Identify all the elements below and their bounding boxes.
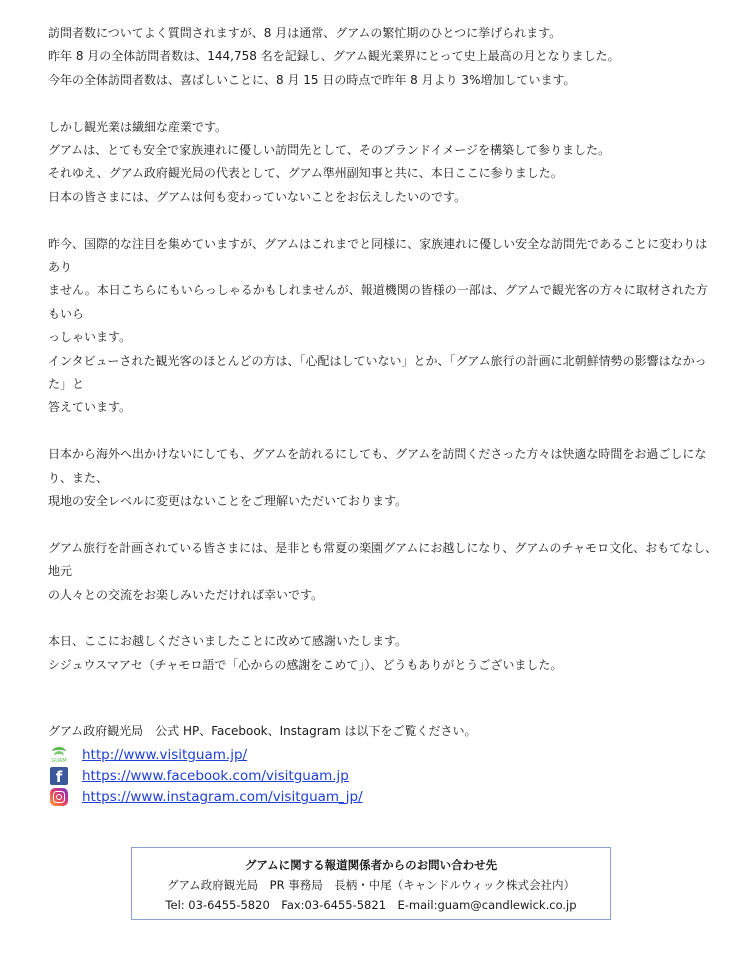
facebook-icon: f <box>50 767 68 785</box>
links-heading: グアム政府観光局 公式 HP、Facebook、Instagram は以下をご覧ください。 <box>48 724 477 738</box>
text-line: 日本の皆さまには、グアムは何も変わっていないことをお伝えしたいのです。 <box>48 189 467 204</box>
text-line: 現地の安全レベルに変更はないことをご理解いただいております。 <box>48 494 408 509</box>
text-line: インタビューされた観光客のほとんどの方は、「心配はしていない」とか、「グアム旅行の計画に北朝鮮情勢の影響はなかった」と <box>48 353 707 392</box>
facebook-link[interactable]: https://www.facebook.com/visitguam.jp <box>82 768 349 784</box>
body-text <box>48 22 718 701</box>
contact-office: グアム政府観光局 PR 事務局 長柄・中尾（キャンドルウィック株式会社内） <box>166 878 576 892</box>
text-line: 本日、ここにお越しくださいましたことに改めて感謝いたします。 <box>48 634 408 649</box>
guam-logo-label: GUAM <box>51 758 67 764</box>
paragraph-visitors <box>48 22 718 92</box>
text-line: の人々との交流をお楽しみいただければ幸いです。 <box>48 587 324 602</box>
link-row-website <box>50 745 247 765</box>
paragraph-thanks <box>48 630 718 677</box>
contact-details: Tel: 03-6455-5820 Fax:03-6455-5821 E-mail:guam@candlewick.co.jp <box>165 898 577 912</box>
link-row-instagram <box>50 787 363 807</box>
paragraph-safety <box>48 116 718 210</box>
guam-logo-icon <box>50 746 68 764</box>
paragraph-attention <box>48 233 718 420</box>
text-line: 昨年 8 月の全体訪問者数は、144,758 名を記録し、グアム観光業界にとって史上最高の月となりました。 <box>48 49 620 64</box>
website-link[interactable]: http://www.visitguam.jp/ <box>82 747 248 763</box>
text-line: 昨今、国際的な注目を集めていますが、グアムはこれまでと同様に、家族連れに優しい安全な訪問先であることに変わりはあり <box>48 236 708 275</box>
paragraph-invitation <box>48 537 718 607</box>
paragraph-travel <box>48 443 718 513</box>
text-line: グアムは、とても安全で家族連れに優しい訪問先として、そのブランドイメージを構築して参りました。 <box>48 143 610 158</box>
text-line: 答えています。 <box>48 400 132 415</box>
text-line: ません。本日こちらにもいらっしゃるかもしれませんが、報道機関の皆様の一部は、グアムで観光客の方々に取材された方もいら <box>48 283 708 321</box>
text-line: 今年の全体訪問者数は、喜ばしいことに、8 月 15 日の時点で昨年 8 月より 3%増加しています。 <box>48 72 576 87</box>
text-line: 日本から海外へ出かけないにしても、グアムを訪れるにしても、グアムを訪問くださった方々は快適な時間をお過ごしになり、また、 <box>48 447 707 485</box>
text-line: 訪問者数についてよく質問されますが、8 月は通常、グアムの繁忙期のひとつに挙げられます。 <box>48 26 562 40</box>
press-contact-box <box>131 847 611 920</box>
instagram-icon <box>50 788 68 806</box>
text-line: グアム旅行を計画されている皆さまには、是非とも常夏の楽園グアムにお越しになり、グアムのチャモロ文化、おもてなし、地元 <box>48 540 718 579</box>
text-line: っしゃいます。 <box>48 330 132 345</box>
link-row-facebook <box>50 766 349 786</box>
text-line: シジュウスマアセ（チャモロ語で「心からの感謝をこめて」）、どうもありがとうございました。 <box>48 657 563 672</box>
instagram-link[interactable]: https://www.instagram.com/visitguam_jp/ <box>82 789 363 805</box>
text-line: それゆえ、グアム政府観光局の代表として、グアム準州副知事と共に、本日ここに参りました。 <box>48 166 563 181</box>
contact-title: グアムに関する報道関係者からのお問い合わせ先 <box>244 858 498 872</box>
text-line: しかし観光業は繊細な産業です。 <box>48 119 228 134</box>
